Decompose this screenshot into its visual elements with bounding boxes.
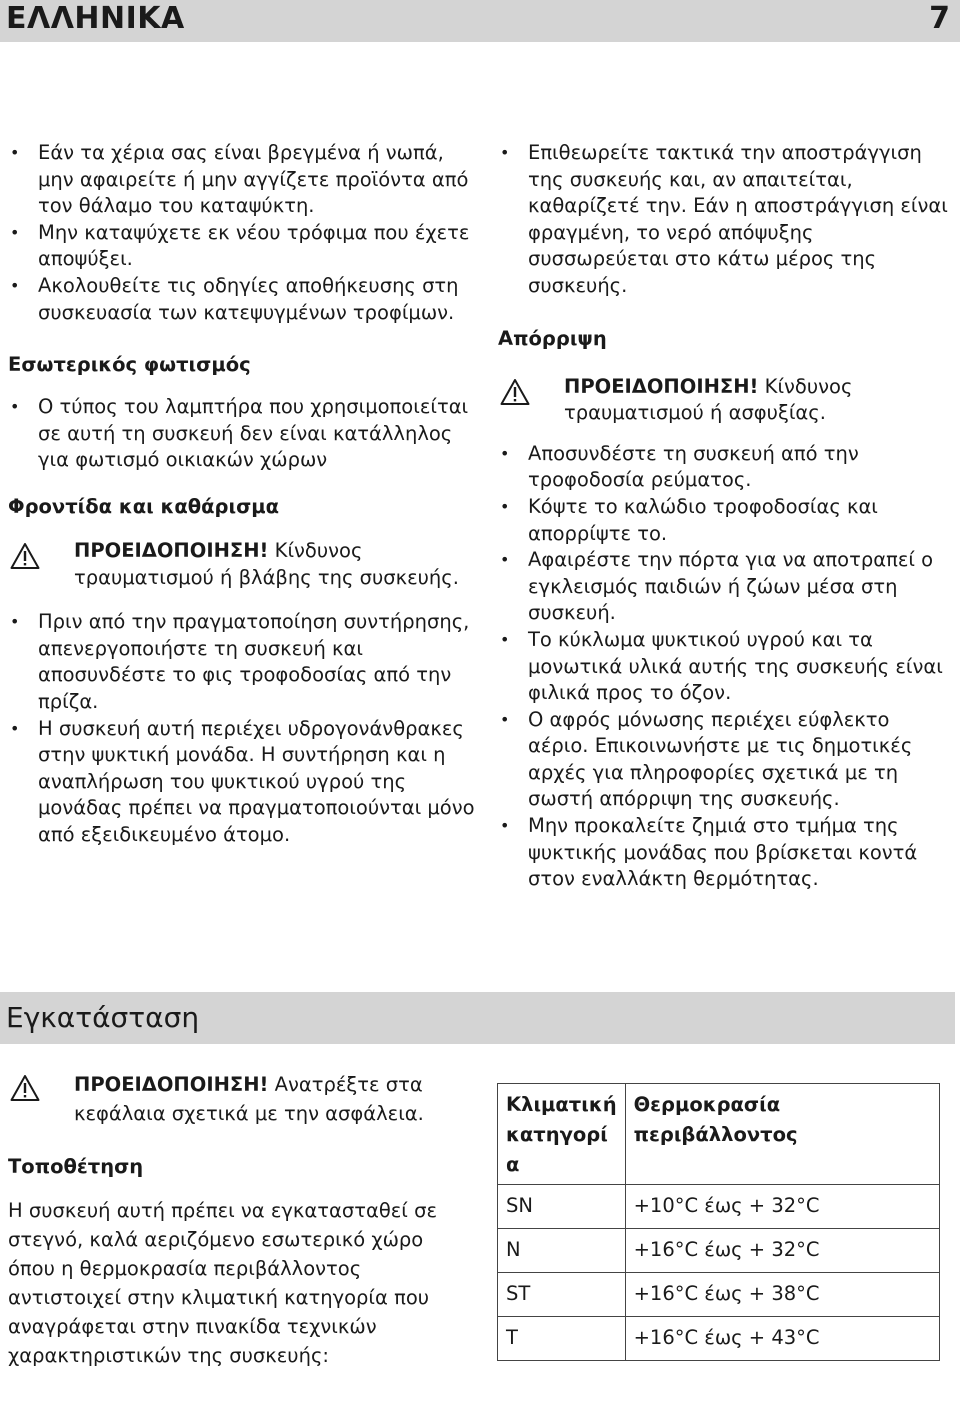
table-cell: N	[498, 1229, 626, 1273]
table-cell: +10°C έως + 32°C	[625, 1185, 939, 1229]
table-header-row	[498, 1084, 940, 1185]
warning-text: Κίνδυνος τραυματισμού ή βλάβης της συσκευής.	[74, 538, 459, 589]
installation-warning	[8, 1070, 478, 1128]
placement-heading: Τοποθέτηση	[8, 1155, 144, 1178]
warning-text: Ανατρέξτε στα κεφάλαια σχετικά με την ασφάλεια.	[74, 1073, 424, 1125]
climate-class-table	[497, 1083, 940, 1361]
table-row	[498, 1185, 940, 1229]
list-item: • Επιθεωρείτε τακτικά την αποστράγγιση της συσκευής και, αν απαιτείται, καθαρίζετέ την. Εάν η αποστράγγιση είναι φραγμένη, το νερό απόψυξης συσσωρεύεται στο κάτω μέρος της συσκευής.	[498, 140, 953, 300]
table-cell: SN	[498, 1185, 626, 1229]
list-item: • Μην προκαλείτε ζημιά στο τμήμα της ψυκτικής μονάδας που βρίσκεται κοντά στον εναλλάκτη θερμότητας.	[498, 813, 953, 893]
page-header	[0, 0, 960, 42]
care-heading: Φροντίδα και καθάρισμα	[8, 494, 280, 518]
installation-title: Εγκατάσταση	[6, 1001, 200, 1034]
freezer-safety-list	[8, 140, 478, 326]
list-item: • Ακολουθείτε τις οδηγίες αποθήκευσης στη συσκευασία των κατεψυγμένων τροφίμων.	[8, 273, 478, 326]
installation-left	[8, 1070, 478, 1370]
disposal-heading: Απόρριψη	[498, 326, 607, 350]
table-cell: ST	[498, 1273, 626, 1317]
warning-icon	[500, 378, 530, 406]
warning-text: Κίνδυνος τραυματισμού ή ασφυξίας.	[564, 374, 853, 425]
right-column	[498, 140, 953, 893]
warning-icon	[10, 1074, 40, 1102]
page-number: 7	[929, 1, 950, 36]
care-warning	[8, 538, 478, 591]
list-item: • Αφαιρέστε την πόρτα για να αποτραπεί ο εγκλεισμός παιδιών ή ζώων μέσα στη συσκευή.	[498, 547, 953, 627]
list-item: • Κόψτε το καλώδιο τροφοδοσίας και απορρίψτε το.	[498, 494, 953, 547]
list-item: • Το κύκλωμα ψυκτικού υγρού και τα μονωτικά υλικά αυτής της συσκευής είναι φιλικά προς το όζον.	[498, 627, 953, 707]
list-item: • Η συσκευή αυτή περιέχει υδρογονάνθρακες στην ψυκτική μονάδα. Η συντήρηση και η αναπλήρωση του ψυκτικού υγρού της μονάδας πρέπει να πραγματοποιούνται μόνο από εξειδικευμένο άτομο.	[8, 716, 478, 849]
table-cell: +16°C έως + 38°C	[625, 1273, 939, 1317]
list-item: • Μην καταψύχετε εκ νέου τρόφιμα που έχετε αποψύξει.	[8, 220, 478, 273]
table-cell: +16°C έως + 43°C	[625, 1317, 939, 1361]
disposal-warning	[498, 374, 953, 427]
table-row	[498, 1229, 940, 1273]
list-item: • Ο αφρός μόνωσης περιέχει εύφλεκτο αέριο. Επικοινωνήστε με τις δημοτικές αρχές για πληροφορίες σχετικά με τη σωστή απόρριψη της συσκευής.	[498, 707, 953, 813]
list-item: • Εάν τα χέρια σας είναι βρεγμένα ή νωπά, μην αφαιρείτε ή μην αγγίζετε προϊόντα από τον θάλαμο του καταψύκτη.	[8, 140, 478, 220]
care-list	[8, 609, 478, 848]
table-row	[498, 1273, 940, 1317]
table-row	[498, 1317, 940, 1361]
left-column	[8, 140, 478, 848]
drain-list	[498, 140, 953, 300]
warning-label: ΠΡΟΕΙΔΟΠΟΙΗΣΗ!	[564, 374, 759, 398]
list-item: • Πριν από την πραγματοποίηση συντήρησης, απενεργοποιήστε τη συσκευή και αποσυνδέστε το φις τροφοδοσίας από την πρίζα.	[8, 609, 478, 715]
installation-section-bar	[0, 992, 955, 1044]
table-header-climate-class: Κλιματική κατηγορί α	[498, 1084, 626, 1185]
table-header-ambient-temp: Θερμοκρασία περιβάλλοντος	[625, 1084, 939, 1185]
warning-icon	[10, 542, 40, 570]
list-item: • Ο τύπος του λαμπτήρα που χρησιμοποιείται σε αυτή τη συσκευή δεν είναι κατάλληλος για φωτισμό οικιακών χώρων	[8, 394, 478, 474]
lighting-list	[8, 394, 478, 474]
placement-text: Η συσκευή αυτή πρέπει να εγκατασταθεί σε στεγνό, καλά αεριζόμενο εσωτερικό χώρο όπου η θερμοκρασία περιβάλλοντος αντιστοιχεί στην κλιματική κατηγορία που αναγράφεται στην πινακίδα τεχνικών χαρακτηριστικών της συσκευής:	[8, 1199, 437, 1367]
table-cell: T	[498, 1317, 626, 1361]
disposal-list	[498, 441, 953, 893]
lighting-heading: Εσωτερικός φωτισμός	[8, 353, 251, 377]
warning-label: ΠΡΟΕΙΔΟΠΟΙΗΣΗ!	[74, 538, 269, 562]
list-item: • Αποσυνδέστε τη συσκευή από την τροφοδοσία ρεύματος.	[498, 441, 953, 494]
warning-label: ΠΡΟΕΙΔΟΠΟΙΗΣΗ!	[74, 1073, 269, 1096]
table-cell: +16°C έως + 32°C	[625, 1229, 939, 1273]
language-title: ΕΛΛΗΝΙΚΑ	[6, 1, 185, 36]
